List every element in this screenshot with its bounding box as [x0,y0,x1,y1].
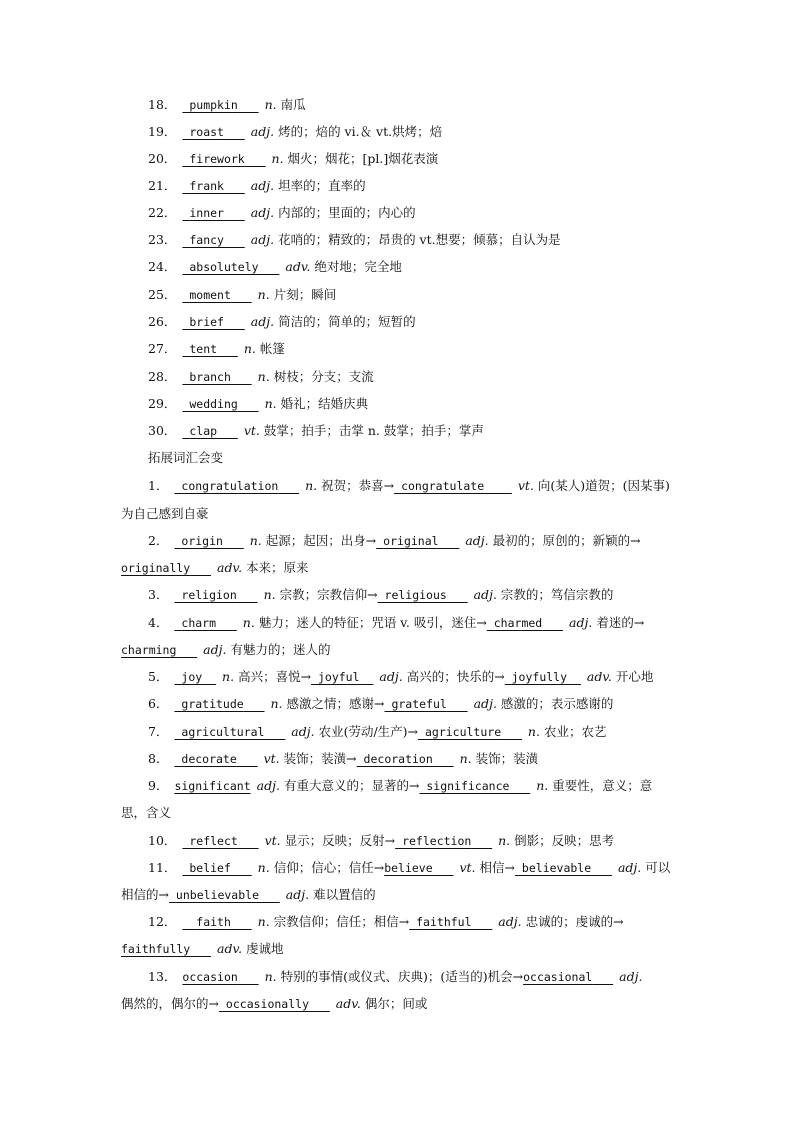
answer-word: faith [196,915,231,929]
part-of-speech: n. [305,478,318,493]
answer-word: inner [189,206,224,220]
definition: 坦率的；直率的 [278,178,366,193]
part-of-speech: n. [257,860,270,875]
word-family-item-continuation [121,641,331,659]
part-of-speech: adv. [285,259,311,274]
definition: 宗教；宗教信仰→ [279,587,378,602]
answer-word: joyful [317,670,360,684]
definition: 有重大意义的；显著的→ [283,778,420,793]
answer-word: occasion [182,970,238,984]
answer-word: religious [384,588,447,602]
answer-word: decoration [363,752,433,766]
part-of-speech: adj. [498,914,522,929]
definition: 祝贺；恭喜→ [321,478,395,493]
part-of-speech: adj. [250,314,275,329]
part-of-speech: n. [242,615,255,630]
part-of-speech: n. [257,369,270,384]
part-of-speech: adj. [250,124,275,139]
definition: 偶然的，偶尔的→ [121,996,219,1011]
definition: 简洁的；简单的；短暂的 [278,314,416,329]
part-of-speech: n. [264,396,277,411]
part-of-speech: n. [263,587,276,602]
item-number: 22． [148,205,177,220]
part-of-speech: adj. [569,615,593,630]
definition: 特别的事情(或仪式、庆典)；(适当的)机会→ [280,969,524,984]
part-of-speech: adj. [619,969,643,984]
part-of-speech: adj. [250,178,275,193]
definition: 最初的；原创的；新颖的→ [492,533,641,548]
definition: 显示；反映；反射→ [284,833,396,848]
part-of-speech: vt. [517,478,534,493]
definition: 本来；原来 [246,560,309,575]
word-family-item [148,695,613,713]
part-of-speech: n. [536,778,549,793]
word-family-item [148,532,641,550]
answer-word: believable [521,861,592,875]
answer-word: religion [181,588,237,602]
answer-word: congratulate [401,479,485,493]
part-of-speech: n. [459,751,472,766]
definition: 片刻；瞬间 [273,287,337,302]
definition: 帐篷 [259,341,285,356]
part-of-speech: adj. [291,724,315,739]
answer-word: occasionally [225,997,310,1011]
item-number: 2． [148,533,169,548]
answer-word: agricultural [181,725,265,739]
answer-word: branch [189,370,231,384]
answer-word: original [383,534,439,548]
answer-word: roast [189,125,224,139]
word-family-item-continuation [121,559,309,577]
item-number: 11． [148,860,177,875]
item-number: 29． [148,396,177,411]
answer-word: reflection [402,834,472,848]
item-number: 21． [148,178,177,193]
part-of-speech: adj. [256,778,280,793]
part-of-speech: adj. [617,860,642,875]
definition: 高兴；喜悦→ [238,669,312,684]
answer-word: significant [174,779,251,793]
part-of-speech: n. [527,724,540,739]
item-number: 18． [148,97,177,112]
answer-word: congratulation [181,479,279,493]
part-of-speech: adj. [250,232,275,247]
part-of-speech: adj. [473,696,497,711]
part-of-speech: adj. [379,669,403,684]
definition: 烤的；焙的 vi.＆ vt.烘烤；焙 [278,124,443,139]
word-family-item [148,913,624,931]
definition: 魅力；迷人的特征；咒语 v. 吸引，迷住→ [258,615,487,630]
part-of-speech: n. [257,287,270,302]
item-number: 26． [148,314,177,329]
part-of-speech: adv. [335,996,361,1011]
answer-word: charmed [493,616,543,630]
definition: 宗教信仰；信任；相信→ [273,914,410,929]
part-of-speech: n. [271,151,284,166]
part-of-speech: vt. [263,751,280,766]
word-family-item [148,723,606,741]
definition: 向(某人)道贺；(因某事) [537,478,670,493]
definition: 相信→ [479,860,515,875]
word-family-item [148,777,652,795]
part-of-speech: adj. [465,533,489,548]
answer-word: gratitude [181,697,244,711]
definition: 内部的；里面的；内心的 [278,205,416,220]
vocab-item [148,150,438,168]
vocab-item [148,286,336,304]
vocab-item [148,422,484,440]
word-family-item [148,668,653,686]
part-of-speech: adv. [217,941,243,956]
word-family-item-continuation [121,804,171,822]
definition: 婚礼；结婚庆典 [280,396,369,411]
answer-word: decorate [181,752,237,766]
word-family-item [148,832,614,850]
part-of-speech: n. [498,833,511,848]
answer-word: fancy [189,233,224,247]
item-number: 4． [148,615,169,630]
definition: 有魅力的；迷人的 [230,642,331,657]
definition: 倒影；反映；思考 [514,833,615,848]
item-number: 27． [148,341,177,356]
definition: 起源；起因；出身→ [265,533,377,548]
definition: 难以置信的 [313,887,376,902]
part-of-speech: adj. [203,642,227,657]
vocab-item [148,258,402,276]
part-of-speech: adj. [285,887,310,902]
part-of-speech: vt. [264,833,281,848]
item-number: 8． [148,751,169,766]
part-of-speech: n. [222,669,235,684]
answer-word: believe [384,861,433,875]
item-number: 13． [148,969,177,984]
item-number: 19． [148,124,177,139]
vocab-item [148,313,416,331]
item-number: 23． [148,232,177,247]
definition: 农业；农艺 [543,724,607,739]
answer-word: belief [189,861,231,875]
vocab-item [148,123,442,141]
part-of-speech: n. [264,97,277,112]
answer-word: clap [189,424,218,438]
part-of-speech: adv. [217,560,243,575]
word-family-item-continuation [121,940,284,958]
item-number: 30． [148,423,177,438]
part-of-speech: n. [270,696,283,711]
vocab-item [148,204,416,222]
word-family-item-continuation [121,886,376,904]
part-of-speech: vt. [459,860,476,875]
vocab-item [148,395,368,413]
answer-word: joy [181,670,203,684]
definition: 宗教的；笃信宗教的 [500,587,614,602]
answer-word: firework [189,152,245,166]
answer-word: occasional [523,970,593,984]
word-family-item [148,968,646,986]
answer-word: joyfully [511,670,568,684]
item-number: 9． [148,778,169,793]
item-number: 24． [148,259,177,274]
definition: 重要性，意义；意 [552,778,653,793]
part-of-speech: n. [249,533,262,548]
item-number: 3． [148,587,169,602]
word-family-item [148,859,670,877]
definition: 树枝；分支；支流 [273,369,374,384]
vocab-item [148,340,285,358]
item-number: 20． [148,151,177,166]
answer-word: charming [121,643,177,657]
item-number: 7． [148,724,169,739]
answer-word: unbelievable [175,888,260,902]
definition: 装饰；装潢 [475,751,539,766]
part-of-speech: n. [243,341,256,356]
definition: 可以 [645,860,671,875]
item-number: 6． [148,696,169,711]
part-of-speech: vt. [243,423,260,438]
answer-word: grateful [391,697,447,711]
answer-word: originally [121,561,191,575]
part-of-speech: n. [257,914,270,929]
answer-word: faithful [416,915,472,929]
part-of-speech: adj. [250,205,275,220]
word-family-item [148,750,538,768]
item-number: 25． [148,287,177,302]
item-number: 5． [148,669,169,684]
definition: 为自己感到自豪 [121,506,209,521]
vocab-item [148,231,561,249]
definition: 忠诚的；虔诚的→ [525,914,624,929]
answer-word: significance [426,779,510,793]
vocab-item [148,177,366,195]
definition: 鼓掌；拍手；击掌 n. 鼓掌；拍手；掌声 [263,423,484,438]
definition: 虔诚地 [246,941,284,956]
item-number: 28． [148,369,177,384]
definition: 感激的；表示感谢的 [500,696,614,711]
answer-word: absolutely [189,260,259,274]
answer-word: pumpkin [189,98,238,112]
word-family-item [148,614,644,632]
word-family-item [148,586,613,604]
answer-word: agriculture [424,725,502,739]
definition: 开心地 [615,669,654,684]
vocab-item [148,368,374,386]
definition: 着迷的→ [596,615,645,630]
definition: 思，含义 [121,805,172,820]
answer-word: tent [189,342,218,356]
answer-word: frank [189,179,224,193]
word-family-item [148,477,670,495]
item-number: 1． [148,478,169,493]
answer-word: faithfully [121,942,191,956]
definition: 偶尔；间或 [364,996,428,1011]
definition: 烟火；烟花；[pl.]烟花表演 [287,151,439,166]
definition: 南瓜 [280,97,306,112]
definition: 感激之情；感谢→ [286,696,385,711]
word-family-item-continuation [121,995,427,1013]
answer-word: wedding [189,397,238,411]
item-number: 10． [148,833,177,848]
vocab-item [148,96,306,114]
item-number: 12． [148,914,177,929]
answer-word: moment [189,288,231,302]
section-heading: 拓展词汇会变 [148,450,224,465]
answer-word: charm [181,616,217,630]
definition: 高兴的；快乐的→ [406,669,505,684]
answer-word: brief [189,315,224,329]
definition: 花哨的；精致的；昂贵的 vt.想要；倾慕；自认为是 [278,232,561,247]
answer-word: origin [181,534,223,548]
word-family-item-continuation [121,505,209,523]
definition: 装饰；装潢→ [283,751,357,766]
definition: 信仰；信心；信任→ [273,860,385,875]
part-of-speech: n. [264,969,277,984]
definition: 农业(劳动/生产)→ [318,724,419,739]
part-of-speech: adv. [586,669,612,684]
part-of-speech: adj. [473,587,497,602]
definition: 相信的→ [121,887,169,902]
answer-word: reflect [189,834,238,848]
definition: 绝对地；完全地 [314,259,402,274]
